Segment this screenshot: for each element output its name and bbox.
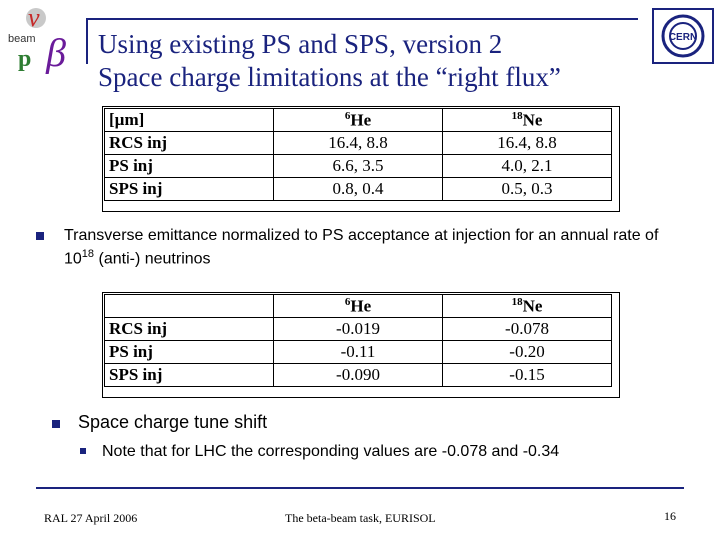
logo-text: beam xyxy=(8,33,36,45)
row-label: SPS inj xyxy=(105,364,274,387)
row-label: PS inj xyxy=(105,341,274,364)
cell-value: -0.11 xyxy=(274,341,443,364)
bullet-text-tune-shift: Space charge tune shift xyxy=(78,412,268,432)
svg-text:β: β xyxy=(46,30,66,74)
cell-value: -0.20 xyxy=(443,341,612,364)
col-header-ne: $^{18}$Ne xyxy=(443,109,612,132)
table-row xyxy=(105,341,612,364)
cern-logo xyxy=(652,8,714,64)
cell-value: -0.090 xyxy=(274,364,443,387)
col-header-ne: $^{18}$Ne xyxy=(443,295,612,318)
table-row xyxy=(105,178,612,201)
table-header-row xyxy=(105,109,612,132)
bullet-text-emittance: Transverse emittance normalized to PS acceptance at injection for an annual rate of $10^{18}$ (anti-) neutrinos xyxy=(64,227,659,268)
bullet-square-icon xyxy=(36,232,44,240)
table-row xyxy=(105,132,612,155)
table-row xyxy=(105,155,612,178)
svg-text:CERN: CERN xyxy=(668,32,698,43)
cell-value: 16.4, 8.8 xyxy=(274,132,443,155)
cell-value: -0.078 xyxy=(443,318,612,341)
title-line-2: Space charge limitations at the “right flux” xyxy=(98,62,561,92)
table-header-row xyxy=(105,295,612,318)
footer-title: The beta-beam task, EURISOL xyxy=(285,511,436,525)
col-header-he: $^6$He xyxy=(274,109,443,132)
cell-value: -0.019 xyxy=(274,318,443,341)
cell-value: 0.8, 0.4 xyxy=(274,178,443,201)
row-label: RCS inj xyxy=(105,318,274,341)
cell-value: 16.4, 8.8 xyxy=(443,132,612,155)
emittance-table xyxy=(104,108,612,201)
cell-value: 4.0, 2.1 xyxy=(443,155,612,178)
title-line-1: Using existing PS and SPS, version 2 xyxy=(98,29,503,59)
cell-value: -0.15 xyxy=(443,364,612,387)
svg-text:ν: ν xyxy=(28,4,40,32)
sub-bullet-square-icon xyxy=(80,448,86,454)
tune-shift-table xyxy=(104,294,612,387)
cell-value: 6.6, 3.5 xyxy=(274,155,443,178)
table-row xyxy=(105,318,612,341)
col-header-he: $^6$He xyxy=(274,295,443,318)
beta-beam-logo xyxy=(6,4,76,74)
bullet-square-icon xyxy=(52,420,60,428)
row-label: PS inj xyxy=(105,155,274,178)
table-row xyxy=(105,364,612,387)
unit-header xyxy=(105,295,274,318)
row-label: SPS inj xyxy=(105,178,274,201)
cell-value: 0.5, 0.3 xyxy=(443,178,612,201)
svg-text:p: p xyxy=(18,46,32,72)
footer-date: RAL 27 April 2006 xyxy=(44,511,138,525)
footer-divider xyxy=(36,487,684,489)
slide-title xyxy=(98,28,638,94)
row-label: RCS inj xyxy=(105,132,274,155)
unit-header: [µm] xyxy=(105,109,274,132)
sub-bullet-text-lhc: Note that for LHC the corresponding values are -0.078 and -0.34 xyxy=(102,443,560,460)
page-number: 16 xyxy=(664,509,676,523)
